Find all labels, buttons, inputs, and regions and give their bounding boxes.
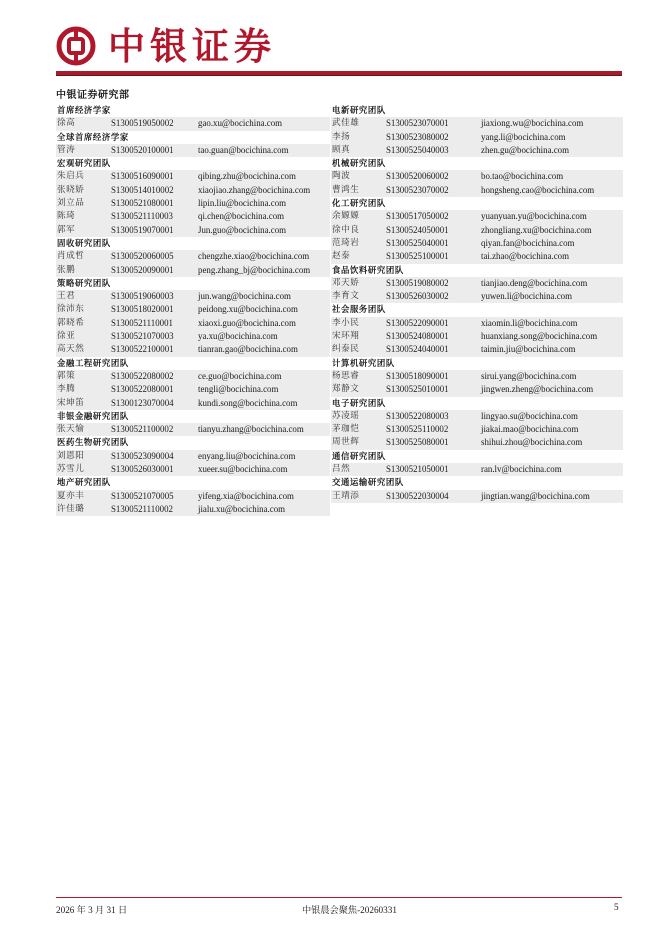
analyst-row	[56, 170, 330, 183]
analyst-row	[56, 303, 330, 316]
brand-name: 中银证券	[108, 25, 276, 68]
analyst-name: 王君	[57, 291, 76, 302]
analyst-email: bo.tao@bocichina.com	[481, 171, 564, 182]
analyst-row	[56, 224, 330, 237]
analyst-email: jun.wang@bocichina.com	[198, 291, 291, 302]
registration-number: S1300525040003	[386, 144, 449, 155]
team-name: 全球首席经济学家	[57, 131, 129, 142]
team-name: 非银金融研究团队	[57, 410, 129, 421]
registration-number: S1300520060005	[111, 251, 174, 262]
analyst-row	[56, 264, 330, 277]
team-name: 机械研究团队	[332, 158, 386, 169]
analyst-row	[331, 224, 623, 237]
team-name: 首席经济学家	[57, 105, 111, 115]
registration-number: S1300525100001	[386, 251, 449, 262]
analyst-name: 陶波	[332, 171, 351, 182]
analyst-email: qibing.zhu@bocichina.com	[198, 171, 296, 182]
footer-report-title: 中银晨会聚焦-20260331	[302, 905, 397, 915]
team-heading	[56, 436, 330, 449]
registration-number: S1300519080002	[386, 277, 449, 288]
analyst-email: tai.zhao@bocichina.com	[481, 251, 570, 262]
analyst-name: 徐高	[57, 118, 76, 129]
analyst-name: 李育文	[332, 291, 360, 302]
analyst-name: 郭晓希	[57, 317, 85, 328]
analyst-row	[331, 250, 623, 263]
analyst-email: taimin.jiu@bocichina.com	[481, 344, 576, 355]
analyst-row	[331, 383, 623, 396]
team-name: 化工研究团队	[332, 198, 386, 209]
registration-number: S1300524050001	[386, 224, 449, 235]
analyst-name: 徐沛东	[57, 304, 85, 315]
analyst-name: 张鹏	[57, 264, 76, 275]
analyst-row	[331, 144, 623, 157]
registration-number: S1300520060002	[386, 171, 449, 182]
analyst-name: 宋坤笛	[57, 397, 85, 408]
team-name: 医药生物研究团队	[57, 437, 129, 448]
analyst-name: 杨思睿	[332, 370, 360, 381]
analyst-row	[331, 237, 623, 250]
registration-number: S1300520100001	[111, 144, 174, 155]
registration-number: S1300523070002	[386, 184, 449, 195]
team-heading	[56, 104, 330, 117]
registration-number: S1300517050002	[386, 211, 449, 222]
analyst-row	[331, 436, 623, 449]
registration-number: S1300523070001	[386, 118, 449, 129]
analyst-email: tao.guan@bocichina.com	[198, 144, 289, 155]
analyst-name: 高天然	[57, 344, 85, 355]
analyst-email: Jun.guo@bocichina.com	[198, 224, 287, 235]
analyst-row	[56, 290, 330, 303]
analyst-row	[331, 317, 623, 330]
analyst-email: xiaojiao.zhang@bocichina.com	[198, 184, 311, 195]
team-heading	[56, 410, 330, 423]
registration-number: S1300525110002	[386, 424, 449, 435]
analyst-name: 许佳璐	[57, 503, 85, 514]
analyst-email: qiyan.fan@bocichina.com	[481, 237, 575, 248]
team-heading	[331, 476, 623, 489]
analyst-email: qi.chen@bocichina.com	[198, 211, 285, 222]
registration-number: S1300519060003	[111, 291, 174, 302]
analyst-row	[331, 117, 623, 130]
registration-number: S1300522030004	[386, 490, 449, 501]
analyst-row	[56, 450, 330, 463]
analyst-row	[56, 317, 330, 330]
registration-number: S1300521110002	[111, 503, 173, 514]
analyst-row	[331, 490, 623, 503]
analyst-name: 赵泰	[332, 251, 351, 262]
registration-number: S1300522100001	[111, 344, 174, 355]
analyst-row	[331, 423, 623, 436]
analyst-row	[331, 343, 623, 356]
analyst-name: 纠泰民	[332, 344, 360, 355]
registration-number: S1300516090001	[111, 171, 174, 182]
analyst-row	[331, 410, 623, 423]
contacts-left-column	[56, 104, 330, 516]
analyst-email: xiaoxi.guo@bocichina.com	[198, 317, 296, 328]
registration-number: S1300518090001	[386, 370, 449, 381]
team-heading	[331, 303, 623, 316]
registration-number: S1300521110003	[111, 211, 173, 222]
team-heading	[331, 357, 623, 370]
analyst-name: 肖成哲	[57, 251, 85, 262]
analyst-row	[56, 343, 330, 356]
team-heading	[331, 197, 623, 210]
analyst-email: jiaxiong.wu@bocichina.com	[481, 118, 584, 129]
team-name: 金融工程研究团队	[57, 357, 129, 368]
analyst-name: 徐亚	[57, 331, 76, 342]
analyst-name: 曹鸿生	[332, 184, 360, 195]
analyst-email: jialu.xu@bocichina.com	[198, 503, 286, 514]
team-name: 固收研究团队	[57, 237, 111, 248]
analyst-name: 宋环翔	[332, 331, 360, 342]
team-heading	[56, 357, 330, 370]
analyst-name: 苏凌瑶	[332, 410, 360, 421]
analyst-row	[56, 397, 330, 410]
analyst-row	[331, 131, 623, 144]
analyst-email: ce.guo@bocichina.com	[198, 370, 282, 381]
registration-number: S1300521070003	[111, 331, 174, 342]
registration-number: S1300525040001	[386, 237, 449, 248]
analyst-name: 陈琦	[57, 211, 76, 222]
team-name: 策略研究团队	[57, 277, 111, 288]
analyst-name: 管涛	[57, 144, 76, 155]
analyst-name: 徐中良	[332, 224, 360, 235]
analyst-row	[56, 197, 330, 210]
registration-number: S1300521070005	[111, 490, 174, 501]
registration-number: S1300524040001	[386, 344, 449, 355]
analyst-email: xueer.su@bocichina.com	[198, 464, 288, 475]
analyst-email: peng.zhang_bj@bocichina.com	[198, 264, 311, 275]
analyst-email: jingtian.wang@bocichina.com	[481, 490, 590, 501]
team-name: 社会服务团队	[332, 304, 386, 315]
analyst-row	[56, 490, 330, 503]
analyst-row	[56, 210, 330, 223]
boc-logo-icon	[56, 26, 96, 66]
registration-number: S1300521080001	[111, 198, 174, 209]
analyst-row	[331, 277, 623, 290]
analyst-email: jiakai.mao@bocichina.com	[481, 424, 579, 435]
analyst-email: lipin.liu@bocichina.com	[198, 198, 287, 209]
analyst-email: peidong.xu@bocichina.com	[198, 304, 298, 315]
analyst-email: yang.li@bocichina.com	[481, 131, 566, 142]
team-name: 计算机研究团队	[332, 357, 395, 368]
analyst-email: tianyu.zhang@bocichina.com	[198, 424, 304, 435]
analyst-name: 邓天娇	[332, 277, 360, 288]
registration-number: S1300526030001	[111, 464, 174, 475]
footer-divider	[56, 897, 622, 898]
analyst-email: ya.xu@bocichina.com	[198, 331, 278, 342]
analyst-email: sirui.yang@bocichina.com	[481, 370, 577, 381]
team-heading	[56, 277, 330, 290]
registration-number: S1300521110001	[111, 317, 173, 328]
team-name: 电新研究团队	[332, 105, 386, 115]
registration-number: S1300519070001	[111, 224, 174, 235]
analyst-email: yuwen.li@bocichina.com	[481, 291, 572, 302]
analyst-row	[331, 184, 623, 197]
analyst-name: 顾真	[332, 144, 351, 155]
analyst-row	[56, 117, 330, 130]
registration-number: S1300525080001	[386, 437, 449, 448]
analyst-row	[331, 370, 623, 383]
analyst-name: 李小民	[332, 317, 360, 328]
analyst-row	[56, 463, 330, 476]
team-heading	[331, 264, 623, 277]
registration-number: S1300519050002	[111, 118, 174, 129]
analyst-row	[56, 144, 330, 157]
analyst-name: 郭军	[57, 224, 76, 235]
team-heading	[331, 157, 623, 170]
registration-number: S1300522080002	[111, 370, 174, 381]
page-number: 5	[614, 902, 619, 912]
analyst-email: tengli@bocichina.com	[198, 384, 279, 395]
analyst-row	[331, 463, 623, 476]
analyst-name: 郭策	[57, 370, 76, 381]
analyst-name: 刘立品	[57, 198, 85, 209]
analyst-name: 张天愉	[57, 424, 85, 435]
analyst-name: 周世辉	[332, 437, 360, 448]
analyst-email: kundi.song@bocichina.com	[198, 397, 298, 408]
registration-number: S1300524080001	[386, 331, 449, 342]
analyst-name: 朱启兵	[57, 171, 85, 182]
analyst-email: tianran.gao@bocichina.com	[198, 344, 298, 355]
analyst-name: 郑静文	[332, 384, 360, 395]
analyst-row	[56, 423, 330, 436]
team-name: 地产研究团队	[57, 477, 111, 488]
contacts-right-column	[331, 104, 623, 503]
registration-number: S1300520090001	[111, 264, 174, 275]
team-heading	[331, 104, 623, 117]
analyst-email: lingyao.su@bocichina.com	[481, 410, 578, 421]
analyst-name: 王靖添	[332, 490, 360, 501]
registration-number: S1300521050001	[386, 464, 449, 475]
analyst-row	[331, 170, 623, 183]
department-title: 中银证券研究部	[56, 90, 130, 101]
analyst-name: 茅珈恺	[332, 424, 360, 435]
analyst-email: ran.lv@bocichina.com	[481, 464, 562, 475]
registration-number: S1300522090001	[386, 317, 449, 328]
team-heading	[56, 157, 330, 170]
registration-number: S1300518020001	[111, 304, 174, 315]
analyst-email: zhen.gu@bocichina.com	[481, 144, 570, 155]
registration-number: S1300514010002	[111, 184, 174, 195]
analyst-row	[331, 210, 623, 223]
analyst-email: yifeng.xia@bocichina.com	[198, 490, 294, 501]
analyst-email: shihui.zhou@bocichina.com	[481, 437, 583, 448]
analyst-email: jingwen.zheng@bocichina.com	[481, 384, 594, 395]
analyst-email: hongsheng.cao@bocichina.com	[481, 184, 595, 195]
analyst-row	[56, 330, 330, 343]
analyst-email: yuanyuan.yu@bocichina.com	[481, 211, 587, 222]
registration-number: S1300522080001	[111, 384, 174, 395]
registration-number: S1300523090004	[111, 450, 174, 461]
analyst-email: zhongliang.xu@bocichina.com	[481, 224, 592, 235]
analyst-row	[56, 250, 330, 263]
analyst-name: 李扬	[332, 131, 351, 142]
team-name: 电子研究团队	[332, 397, 386, 408]
analyst-email: gao.xu@bocichina.com	[198, 118, 283, 129]
analyst-name: 刘恩阳	[57, 450, 85, 461]
registration-number: S1300123070004	[111, 397, 174, 408]
analyst-row	[56, 503, 330, 516]
analyst-name: 夏亦丰	[57, 490, 85, 501]
team-name: 食品饮料研究团队	[332, 264, 404, 275]
analyst-row	[331, 330, 623, 343]
analyst-email: huanxiang.song@bocichina.com	[481, 331, 598, 342]
analyst-name: 吕然	[332, 464, 351, 475]
analyst-row	[56, 184, 330, 197]
team-name: 宏观研究团队	[57, 158, 111, 169]
analyst-row	[56, 383, 330, 396]
analyst-name: 张晓娇	[57, 184, 85, 195]
registration-number: S1300523080002	[386, 131, 449, 142]
team-heading	[56, 237, 330, 250]
analyst-email: chengzhe.xiao@bocichina.com	[198, 251, 310, 262]
analyst-name: 余嫄嫄	[332, 211, 360, 222]
analyst-email: enyang.liu@bocichina.com	[198, 450, 296, 461]
footer-date: 2026 年 3 月 31 日	[56, 905, 128, 915]
team-heading	[56, 131, 330, 144]
team-heading	[56, 476, 330, 489]
team-heading	[331, 397, 623, 410]
registration-number: S1300522080003	[386, 410, 449, 421]
analyst-name: 苏雪儿	[57, 464, 85, 475]
team-name: 交通运输研究团队	[332, 477, 404, 488]
analyst-email: xiaomin.li@bocichina.com	[481, 317, 578, 328]
analyst-email: tianjiao.deng@bocichina.com	[481, 277, 588, 288]
header-divider-shadow	[56, 75, 622, 76]
analyst-name: 李腾	[57, 384, 76, 395]
registration-number: S1300521100002	[111, 424, 174, 435]
team-heading	[331, 450, 623, 463]
analyst-row	[56, 370, 330, 383]
analyst-name: 武佳雄	[332, 118, 360, 129]
analyst-name: 范琦岩	[332, 237, 360, 248]
registration-number: S1300525010001	[386, 384, 449, 395]
team-name: 通信研究团队	[332, 450, 386, 461]
analyst-row	[331, 290, 623, 303]
registration-number: S1300526030002	[386, 291, 449, 302]
